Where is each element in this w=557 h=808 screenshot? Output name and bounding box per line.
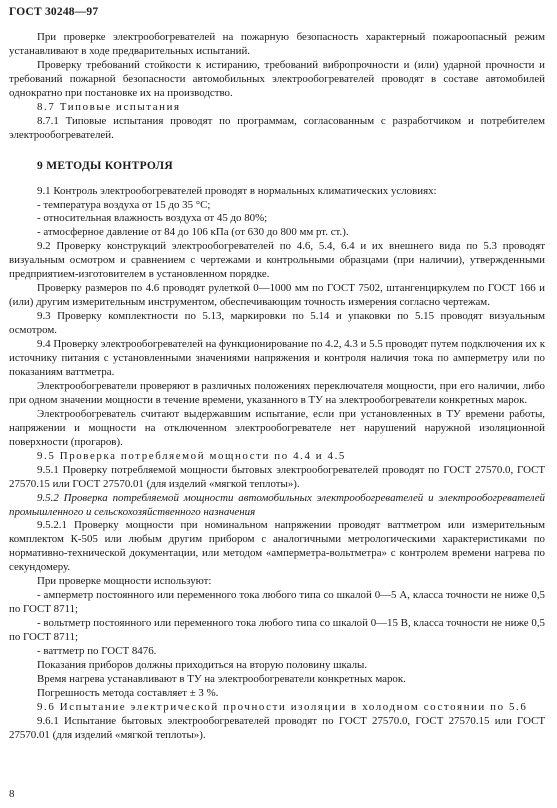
subsection-heading: 8.7 Типовые испытания (37, 100, 181, 113)
paragraph: Проверку требований стойкости к истиранию, требований вибропрочности и (или) ударной прочности и требований пожарной безопасности автомобильных электрообогревателей проводят в составе автомобилей однократно при постановке их на производство. (9, 58, 545, 99)
document-body (9, 31, 545, 743)
paragraph: 9.4 Проверку электрообогревателей на функционирование по 4.2, 4.3 и 5.5 проводят путем подключения их к источнику питания с установленными значениями напряжения и контроля наличия тока по амперметру или по показаниям ваттметра. (9, 338, 545, 378)
paragraph: - температура воздуха от 15 до 35 °С; (37, 198, 211, 211)
paragraph: Проверку размеров по 4.6 проводят рулеткой 0—1000 мм по ГОСТ 7502, штангенциркулем по ГОСТ 166 и (или) другим измерительным инструментом, обеспечивающим точность измерения согласно чертежам. (9, 282, 545, 309)
paragraph: 9.2 Проверку конструкций электрообогревателей по 4.6, 5.4, 6.4 и их внешнего вида по 5.3 проводят визуальным осмотром и сравнением с чертежами и контрольными образцами (при наличии), утвержденными предприятием-изготовителем в установленном порядке. (9, 240, 545, 281)
paragraph: Электрообогреватели проверяют в различных положениях переключателя мощности, при его наличии, либо при одном значении мощности в течение времени, указанного в ТУ на электрообогреватели конкретных марок. (9, 379, 545, 406)
paragraph: Показания приборов должны приходиться на вторую половину шкалы. (37, 658, 368, 671)
paragraph: 9.3 Проверку комплектности по 5.13, маркировки по 5.14 и упаковки по 5.15 проводят визуальным осмотром. (9, 310, 545, 337)
paragraph: Электрообогреватель считают выдержавшим испытание, если при установленных в ТУ времени работы, напряжении и мощности на отключенном электрообогревателе нет нарушений наружной изоляционной поверхности (прогаров). (9, 407, 545, 448)
paragraph: При проверке мощности используют: (37, 575, 212, 588)
paragraph: Погрешность метода составляет ± 3 %. (37, 686, 219, 699)
paragraph: 9.5.1 Проверку потребляемой мощности бытовых электрообогревателей проводят по ГОСТ 27570.0, ГОСТ 27570.15 или ГОСТ 27570.01 (для изделий «мягкой теплоты»). (9, 463, 545, 490)
paragraph: 9.5.2 Проверка потребляемой мощности автомобильных электрообогревателей и электрообогревателей промышленного и сельскохозяйственного назначения (9, 491, 545, 518)
subsection-heading: 9.5 Проверка потребляемой мощности по 4.4 и 4.5 (37, 449, 346, 462)
paragraph: 8.7.1 Типовые испытания проводят по программам, согласованным с разработчиком и потребителем электрообогревателей. (9, 114, 545, 141)
paragraph: - относительная влажность воздуха от 45 до 80%; (37, 212, 268, 225)
paragraph: - ваттметр по ГОСТ 8476. (37, 645, 157, 658)
section-heading: 9 МЕТОДЫ КОНТРОЛЯ (37, 159, 174, 172)
paragraph: - амперметр постоянного или переменного тока любого типа со шкалой 0—5 А, класса точности не ниже 0,5 по ГОСТ 8711; (9, 589, 545, 616)
paragraph: 9.5.2.1 Проверку мощности при номинальном напряжении проводят ваттметром или измерительным комплектом К-505 или любым другим прибором с аналогичными метрологическими характеристиками по нормативно-технической документации, или методом «амперметра-вольтметра» с контролем времени нагрева по секундомеру. (9, 519, 545, 574)
paragraph: При проверке электрообогревателей на пожарную безопасность характерный пожароопасный режим устанавливают в ходе предварительных испытаний. (9, 31, 545, 57)
page-number: 8 (9, 788, 15, 800)
paragraph: - вольтметр постоянного или переменного тока любого типа со шкалой 0—15 В, класса точности не ниже 0,5 по ГОСТ 8711; (9, 617, 545, 644)
paragraph: - атмосферное давление от 84 до 106 кПа (от 630 до 800 мм рт. ст.). (37, 226, 349, 239)
paragraph: 9.1 Контроль электрообогревателей проводят в нормальных климатических условиях: (37, 184, 437, 197)
subsection-heading: 9.6 Испытание электрической прочности изоляции в холодном состоянии по 5.6 (37, 700, 528, 713)
paragraph: Время нагрева устанавливают в ТУ на электрообогреватели конкретных марок. (37, 672, 406, 685)
paragraph: 9.6.1 Испытание бытовых электрообогревателей проводят по ГОСТ 27570.0, ГОСТ 27570.15 или ГОСТ 27570.01 (для изделий «мягкой теплоты»). (9, 714, 545, 741)
running-header: ГОСТ 30248—97 (9, 6, 99, 18)
